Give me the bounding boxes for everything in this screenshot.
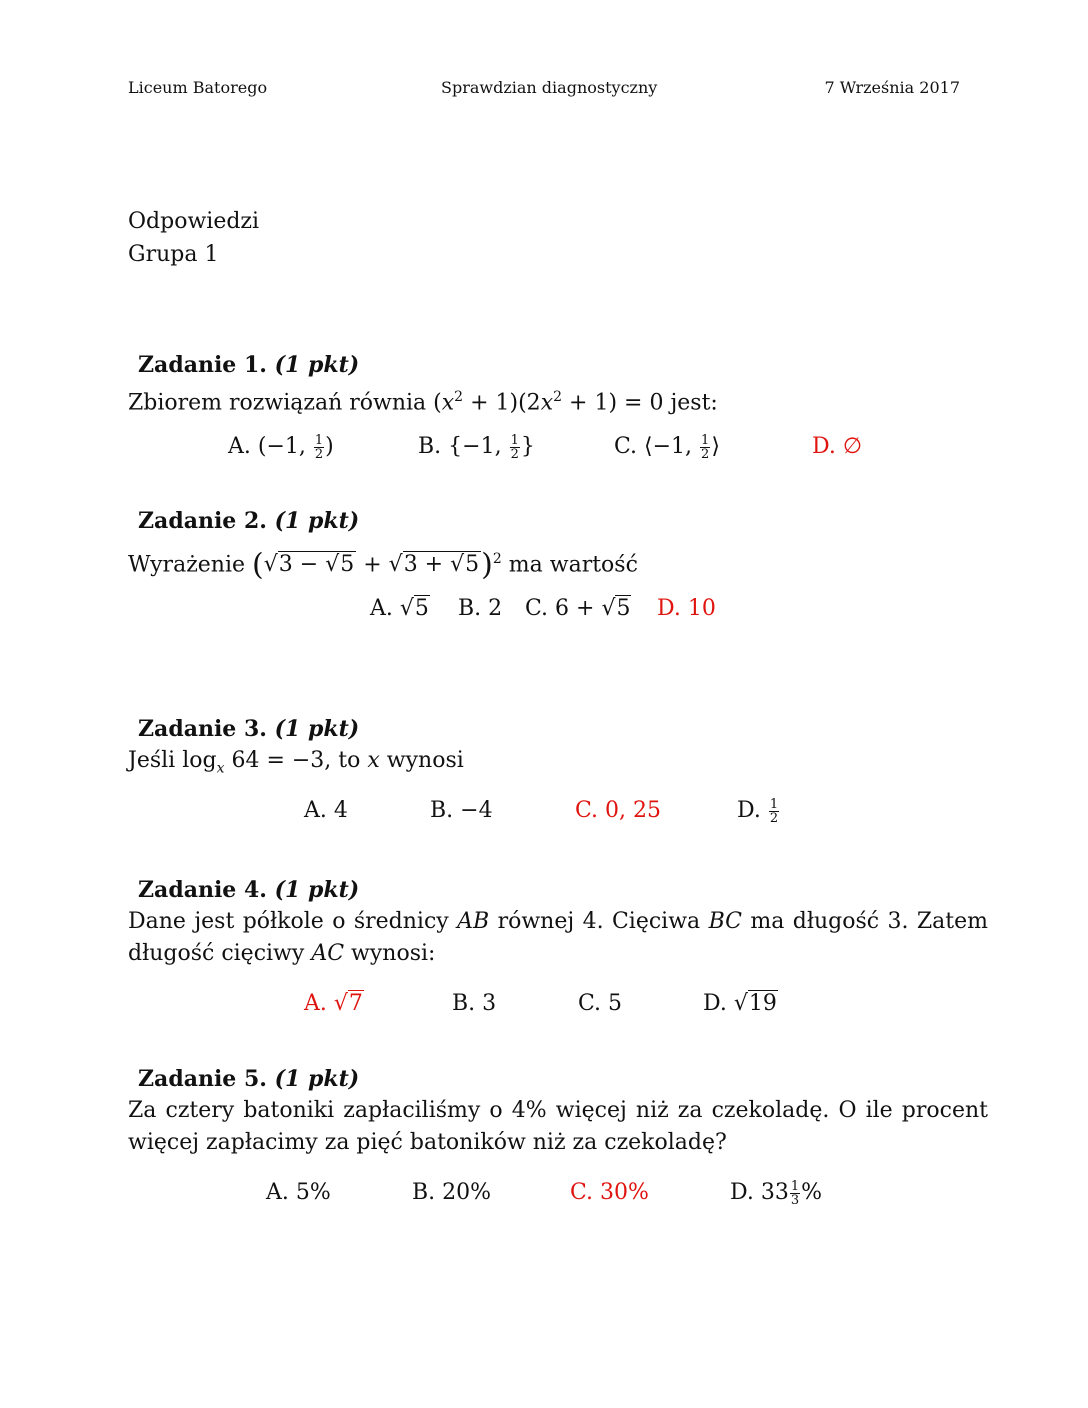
option-c[interactable]: C. ⟨−1, $\frac{1}{2}$ ⟩ <box>614 432 720 462</box>
task-4 <box>128 874 988 1016</box>
task-1 <box>128 349 988 462</box>
task-number: Zadanie 1. <box>138 352 267 378</box>
option-b[interactable]: B. 3 <box>452 991 497 1016</box>
task-points: (1 pkt) <box>274 1066 360 1092</box>
header-title: Sprawdzian diagnostyczny <box>441 78 658 97</box>
option-b[interactable]: B. −4 <box>430 798 493 823</box>
option-a-correct[interactable]: A. √7 <box>304 991 363 1016</box>
task-question: Zbiorem rozwiązań równia $(x^2 + 1)(2x^2 + 1) = 0$ jest: <box>128 389 718 416</box>
task-title <box>138 505 998 537</box>
option-b[interactable]: B. {−1, $\frac{1}{2}$ } <box>418 432 535 462</box>
task-5 <box>128 1063 988 1208</box>
option-a[interactable]: A. 4 <box>304 798 348 823</box>
task-number: Zadanie 5. <box>138 1066 267 1092</box>
task-points: (1 pkt) <box>274 877 360 903</box>
option-d-correct[interactable]: D. 10 <box>657 596 716 621</box>
option-c[interactable]: C. 6 + √5 <box>525 596 631 621</box>
option-d[interactable]: D. 33 $\frac{1}{3}$ % <box>730 1178 823 1208</box>
task-question: Za cztery batoniki zapłaciliśmy o 4% więcej niż za czekoladę. O ile procent więcej zapłacimy za pięć batoników niż za czekoladę? <box>128 1098 988 1155</box>
option-a[interactable]: A. 5% <box>266 1180 331 1205</box>
header-school: Liceum Batorego <box>128 78 268 97</box>
option-c[interactable]: C. 5 <box>578 991 623 1016</box>
option-a[interactable]: A. (−1, $\frac{1}{2}$ ) <box>228 432 334 462</box>
option-b[interactable]: B. 2 <box>458 596 503 621</box>
option-b[interactable]: B. 20% <box>412 1180 492 1205</box>
task-points: (1 pkt) <box>274 716 360 742</box>
task-number: Zadanie 2. <box>138 508 267 534</box>
intro <box>128 205 259 271</box>
task-points: (1 pkt) <box>274 352 360 378</box>
option-d[interactable]: D. $\frac{1}{2}$ <box>737 796 779 826</box>
option-a[interactable]: A. √5 <box>370 596 429 621</box>
intro-line-group: Grupa 1 <box>128 242 219 267</box>
task-number: Zadanie 3. <box>138 716 267 742</box>
option-d-correct[interactable]: D. ∅ <box>812 434 863 459</box>
task-title <box>138 713 998 745</box>
intro-line-answers: Odpowiedzi <box>128 209 260 234</box>
task-title <box>138 349 998 381</box>
header-date: 7 Września 2017 <box>824 78 960 97</box>
task-title <box>138 874 998 906</box>
option-d[interactable]: D. √19 <box>703 991 777 1016</box>
option-c-correct[interactable]: C. 0, 25 <box>575 798 662 823</box>
task-title <box>138 1063 998 1095</box>
task-points: (1 pkt) <box>274 508 360 534</box>
task-question: Dane jest półkole o średnicy AB równej 4. Cięciwa BC ma długość 3. Zatem długość cięciwy AC wynosi: <box>128 909 988 966</box>
option-c-correct[interactable]: C. 30% <box>570 1180 649 1205</box>
task-2 <box>128 505 988 621</box>
task-3 <box>128 713 988 826</box>
task-number: Zadanie 4. <box>138 877 267 903</box>
task-question: Wyrażenie $(√3 - √5 + √3 + √5)^2$ ma wartość <box>128 547 638 583</box>
task-question: Jeśli $\log_x 64 = -3$, to x wynosi <box>128 748 464 777</box>
